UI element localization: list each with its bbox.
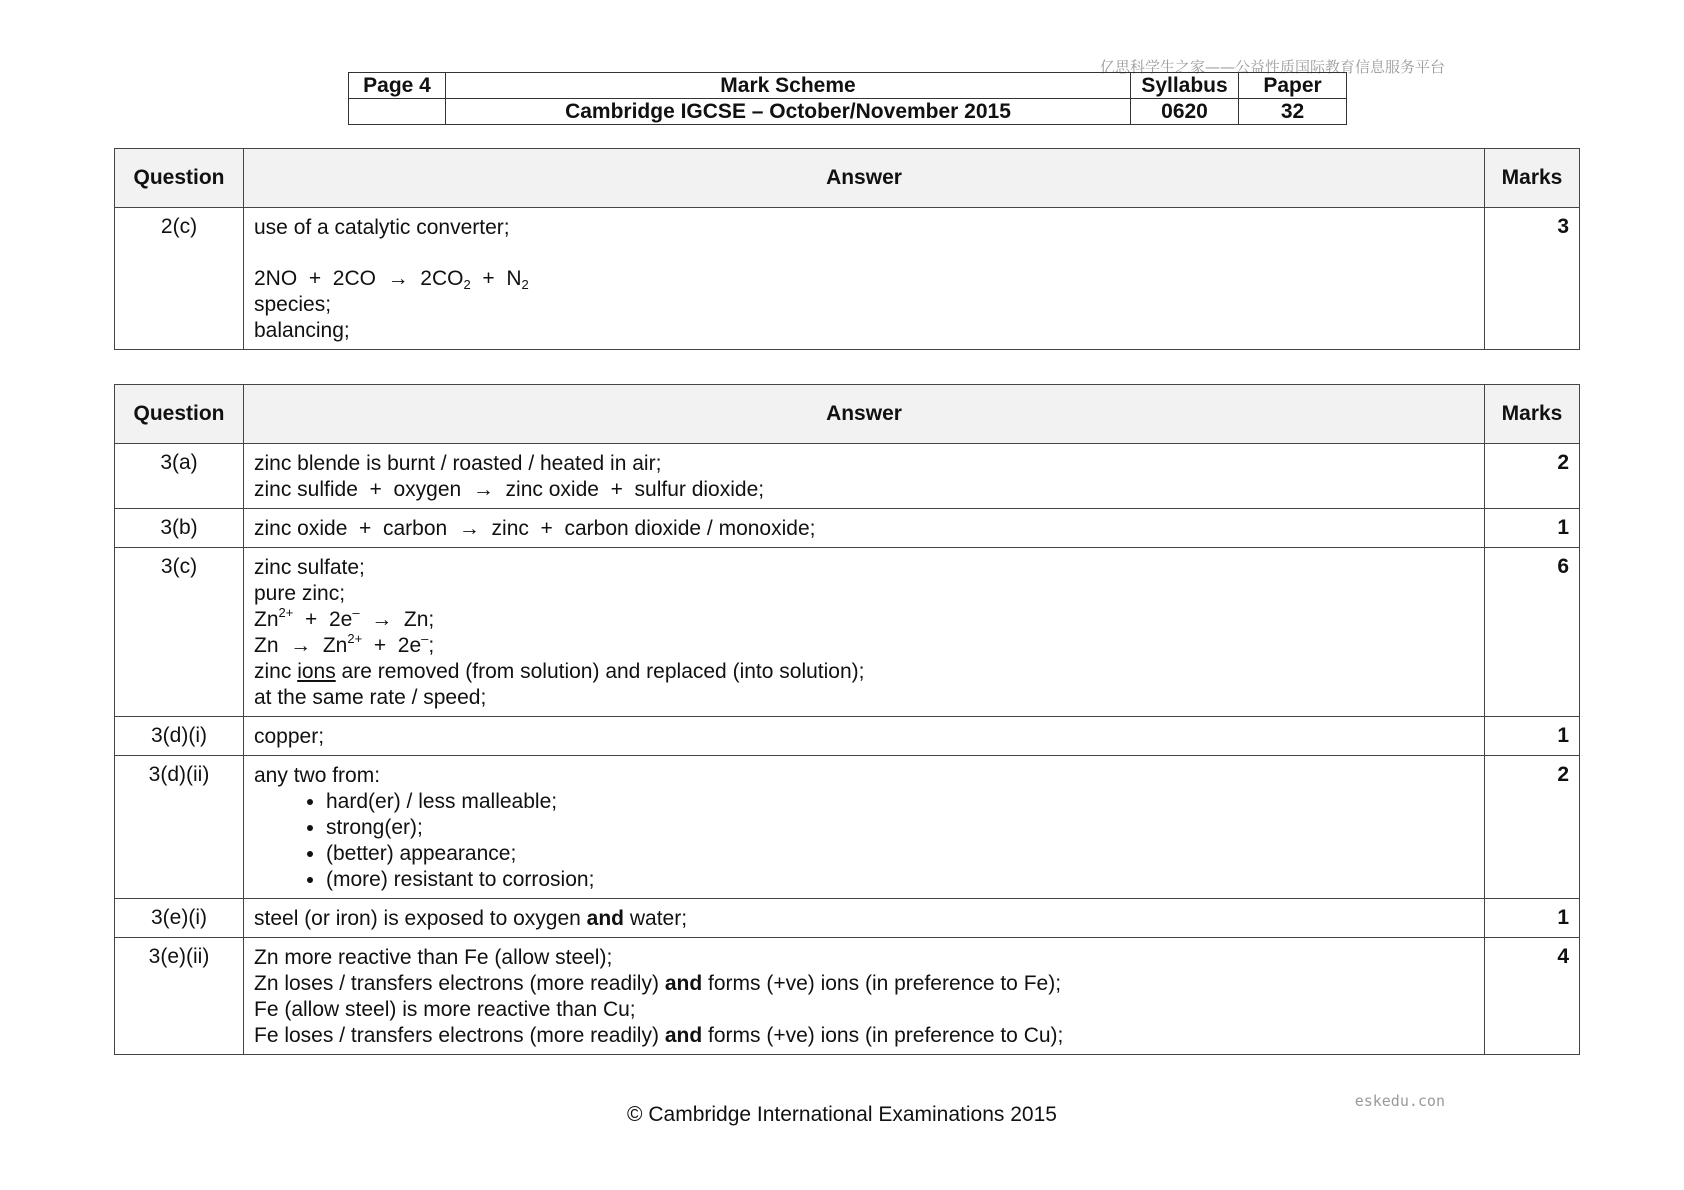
marks-value: 1 [1485, 509, 1580, 548]
question-number: 3(c) [115, 548, 244, 717]
watermark-top: 亿思科学生之家——公益性质国际教育信息服务平台 [1099, 58, 1445, 76]
syllabus-label: Syllabus [1131, 73, 1239, 99]
marks-value: 1 [1485, 899, 1580, 938]
answer-line: zinc blende is burnt / roasted / heated in air; [254, 452, 662, 475]
answer-line: pure zinc; [254, 582, 346, 605]
question-number: 3(a) [115, 444, 244, 509]
column-header-marks: Marks [1485, 385, 1580, 444]
question-number: 3(e)(i) [115, 899, 244, 938]
answer-cell [244, 899, 1485, 938]
answer-line: species; [254, 293, 332, 316]
paper-label: Paper [1239, 73, 1347, 99]
list-item: • strong(er); [326, 815, 1474, 841]
answer-line: use of a catalytic converter; [254, 216, 510, 239]
table-row-3eii [115, 938, 1580, 1055]
answer-line: steel (or iron) is exposed to oxygen and water; [254, 907, 688, 930]
marks-value: 3 [1485, 208, 1580, 350]
table-row-3b [115, 509, 1580, 548]
question-number: 3(b) [115, 509, 244, 548]
answer-line: any two from: [254, 764, 381, 787]
page-label: Page 4 [349, 73, 446, 99]
bullet-list [254, 789, 1474, 893]
answer-line: Zn more reactive than Fe (allow steel); [254, 946, 613, 969]
marks-value: 6 [1485, 548, 1580, 717]
column-header-answer: Answer [244, 385, 1485, 444]
column-header-marks: Marks [1485, 149, 1580, 208]
question-number: 2(c) [115, 208, 244, 350]
list-item: • hard(er) / less malleable; [326, 789, 1474, 815]
column-header-question: Question [115, 385, 244, 444]
marks-value: 1 [1485, 717, 1580, 756]
copyright-footer: © Cambridge International Examinations 2015 [627, 1103, 1057, 1126]
answer-line: balancing; [254, 319, 350, 342]
page-header-table [348, 72, 1347, 125]
list-item: • (more) resistant to corrosion; [326, 867, 1474, 893]
mark-table-q3 [114, 384, 1580, 1055]
answer-line: copper; [254, 725, 325, 748]
column-header-answer: Answer [244, 149, 1485, 208]
answer-line: zinc ions are removed (from solution) and replaced (into solution); [254, 660, 865, 683]
table-row-3ei [115, 899, 1580, 938]
answer-line: Fe (allow steel) is more reactive than Cu; [254, 998, 636, 1021]
table-header-row [115, 385, 1580, 444]
answer-cell [244, 444, 1485, 509]
table-row-3a [115, 444, 1580, 509]
answer-cell [244, 208, 1485, 350]
answer-cell [244, 756, 1485, 899]
answer-line: zinc oxide + carbon → zinc + carbon dioxide / monoxide; [254, 517, 816, 540]
syllabus-value: 0620 [1131, 99, 1239, 125]
question-number: 3(e)(ii) [115, 938, 244, 1055]
answer-cell [244, 509, 1485, 548]
marks-value: 4 [1485, 938, 1580, 1055]
answer-line: zinc sulfide + oxygen → zinc oxide + sulfur dioxide; [254, 478, 765, 501]
watermark-bottom: eskedu.con [1354, 1092, 1445, 1110]
question-number: 3(d)(i) [115, 717, 244, 756]
column-header-question: Question [115, 149, 244, 208]
header-subtitle: Cambridge IGCSE – October/November 2015 [446, 99, 1131, 125]
marks-value: 2 [1485, 756, 1580, 899]
answer-equation: $Zn \to Zn^{2+} + 2e^-$; [254, 631, 435, 657]
answer-equation: $Zn^{2+} + 2e^- \to Zn$; [254, 605, 435, 631]
table-row-3di [115, 717, 1580, 756]
answer-line: Fe loses / transfers electrons (more readily) and forms (+ve) ions (in preference to Cu); [254, 1024, 1064, 1047]
answer-line: zinc sulfate; [254, 556, 365, 579]
question-number: 3(d)(ii) [115, 756, 244, 899]
marks-value: 2 [1485, 444, 1580, 509]
table-header-row [115, 149, 1580, 208]
answer-cell [244, 717, 1485, 756]
answer-cell [244, 938, 1485, 1055]
page-label-blank [349, 99, 446, 125]
answer-equation: $2NO + 2CO \to 2CO_2 + N_2$ [254, 267, 529, 292]
answer-line: at the same rate / speed; [254, 686, 487, 709]
answer-cell [244, 548, 1485, 717]
list-item: • (better) appearance; [326, 841, 1474, 867]
table-row-3c [115, 548, 1580, 717]
answer-line: Zn loses / transfers electrons (more readily) and forms (+ve) ions (in preference to Fe); [254, 972, 1062, 995]
header-title: Mark Scheme [446, 73, 1131, 99]
table-row-3dii [115, 756, 1580, 899]
paper-value: 32 [1239, 99, 1347, 125]
mark-table-q2 [114, 148, 1580, 350]
table-row-2c [115, 208, 1580, 350]
